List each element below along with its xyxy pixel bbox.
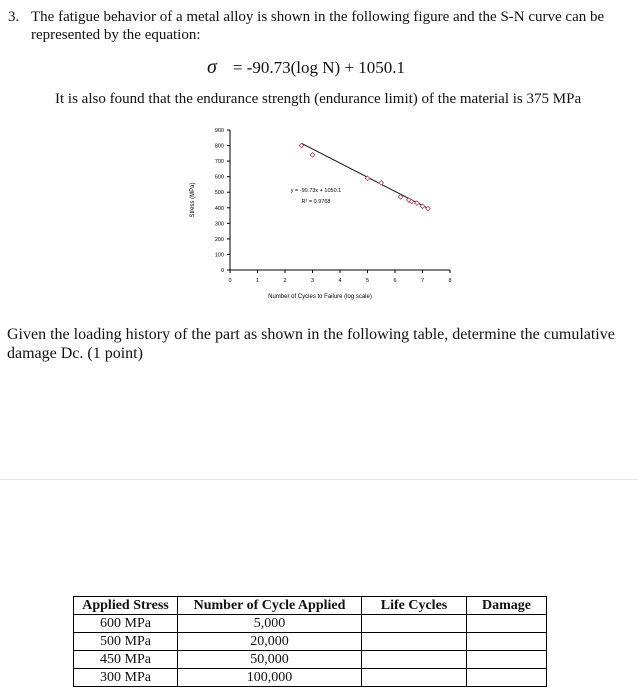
cell-stress: 450 MPa (74, 651, 178, 669)
cell-life-cycles (362, 669, 467, 687)
sigma-symbol: σ (207, 56, 217, 78)
table-row (74, 633, 547, 651)
y-tick-label: 700 (214, 159, 224, 166)
x-tick-label: 0 (228, 278, 232, 284)
cell-stress: 600 MPa (74, 615, 178, 633)
x-tick-label: 5 (365, 278, 370, 284)
y-axis-label: Stress (MPa) (190, 182, 196, 218)
data-point (379, 181, 384, 186)
header-damage: Damage (467, 597, 547, 615)
question-number: 3. (8, 9, 20, 25)
y-tick-label: 300 (214, 221, 224, 228)
loading-history-table (73, 596, 547, 687)
y-tick-label: 100 (214, 252, 224, 259)
equation-text: = -90.73(log N) + 1050.1 (232, 57, 406, 77)
cell-cycles: 50,000 (178, 651, 362, 669)
cell-stress: 300 MPa (74, 669, 178, 687)
sn-equation (207, 56, 405, 79)
y-tick-label: 400 (214, 205, 224, 212)
question-text-line2: represented by the equation: (31, 27, 201, 43)
x-tick-label: 1 (255, 278, 260, 284)
cell-stress: 500 MPa (74, 633, 178, 651)
data-point (310, 153, 315, 158)
y-tick-label: 600 (214, 174, 224, 181)
y-tick-label: 500 (214, 190, 224, 197)
y-tick-label: 0 (220, 268, 224, 274)
x-tick-label: 3 (310, 278, 315, 284)
table-row (74, 651, 547, 669)
y-tick-label: 200 (214, 236, 224, 243)
x-tick-label: 2 (283, 278, 287, 284)
endurance-statement: It is also found that the endurance strength (endurance limit) of the material is 375 MPa (55, 91, 582, 107)
cell-damage (467, 651, 547, 669)
x-axis-label: Number of Cycles to Failure (log scale) (268, 294, 372, 300)
cell-cycles: 100,000 (178, 669, 362, 687)
r-squared-label: R² = 0.9768 (301, 199, 331, 205)
x-tick-label: 4 (338, 278, 342, 284)
x-tick-label: 6 (393, 278, 397, 284)
cell-cycles: 20,000 (178, 633, 362, 651)
given-statement: Given the loading history of the part as shown in the following table, determine the cumulative damage Dc. (1 point) (7, 326, 615, 362)
cell-damage (467, 615, 547, 633)
section-divider (0, 479, 638, 480)
trendline-equation: y = -90.73x + 1050.1 (290, 188, 342, 194)
chart-layer (190, 128, 452, 300)
cell-life-cycles (362, 633, 467, 651)
table-row (74, 669, 547, 687)
header-cycles-applied: Number of Cycle Applied (178, 597, 362, 615)
x-tick-label: 7 (420, 278, 425, 284)
cell-cycles: 5,000 (178, 615, 362, 633)
x-tick-label: 8 (448, 278, 452, 284)
y-tick-label: 800 (214, 143, 224, 150)
question-text-line1: The fatigue behavior of a metal alloy is shown in the following figure and the S-N curve can be (31, 9, 605, 25)
cell-damage (467, 633, 547, 651)
header-life-cycles: Life Cycles (362, 597, 467, 615)
sn-chart (180, 118, 470, 308)
cell-life-cycles (362, 651, 467, 669)
y-tick-label: 900 (214, 128, 224, 134)
table-header-row (74, 597, 547, 615)
cell-damage (467, 669, 547, 687)
table-row (74, 615, 547, 633)
cell-life-cycles (362, 615, 467, 633)
header-applied-stress: Applied Stress (74, 597, 178, 615)
